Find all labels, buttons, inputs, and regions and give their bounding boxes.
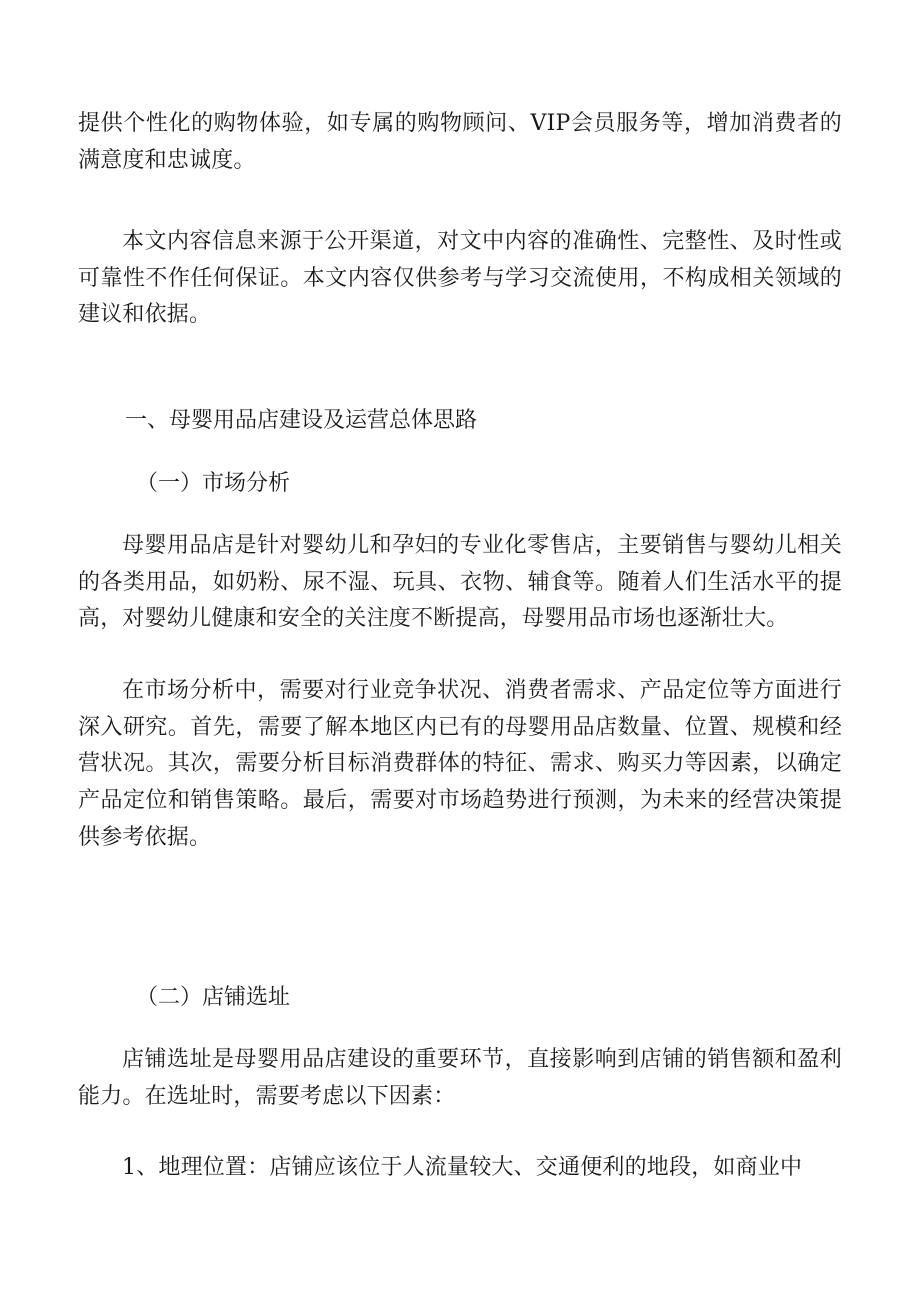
heading-store-location: （二）店铺选址 xyxy=(136,985,291,1010)
paragraph-market-overview: 母婴用品店是针对婴幼儿和孕妇的专业化零售店，主要销售与婴幼儿相关的各类用品，如奶粉、尿不湿、玩具、衣物、辅食等。随着人们生活水平的提高，对婴幼儿健康和安全的关注度不断提高，母婴用品市场也逐渐壮大。 xyxy=(78,533,842,632)
paragraph-location-importance: 店铺选址是母婴用品店建设的重要环节，直接影响到店铺的销售额和盈利能力。在选址时，需要考虑以下因素： xyxy=(78,1047,842,1109)
heading-section-1: 一、母婴用品店建设及运营总体思路 xyxy=(125,408,478,433)
paragraph-disclaimer: 本文内容信息来源于公开渠道，对文中内容的准确性、完整性、及时性或可靠性不作任何保证。本文内容仅供参考与学习交流使用，不构成相关领域的建议和依据。 xyxy=(78,229,842,328)
paragraph-market-research: 在市场分析中，需要对行业竞争状况、消费者需求、产品定位等方面进行深入研究。首先，需要了解本地区内已有的母婴用品店数量、位置、规模和经营状况。其次，需要分析目标消费群体的特征、需求、购买力等因素，以确定产品定位和销售策略。最后，需要对市场趋势进行预测，为未来的经营决策提供参考依据。 xyxy=(78,678,842,850)
paragraph-personalized-experience: 提供个性化的购物体验，如专属的购物顾问、VIP会员服务等，增加消费者的满意度和忠诚度。 xyxy=(78,111,842,173)
paragraph-geographic-location: 1、地理位置：店铺应该位于人流量较大、交通便利的地段，如商业中 xyxy=(122,1155,803,1180)
heading-market-analysis: （一）市场分析 xyxy=(136,471,291,496)
